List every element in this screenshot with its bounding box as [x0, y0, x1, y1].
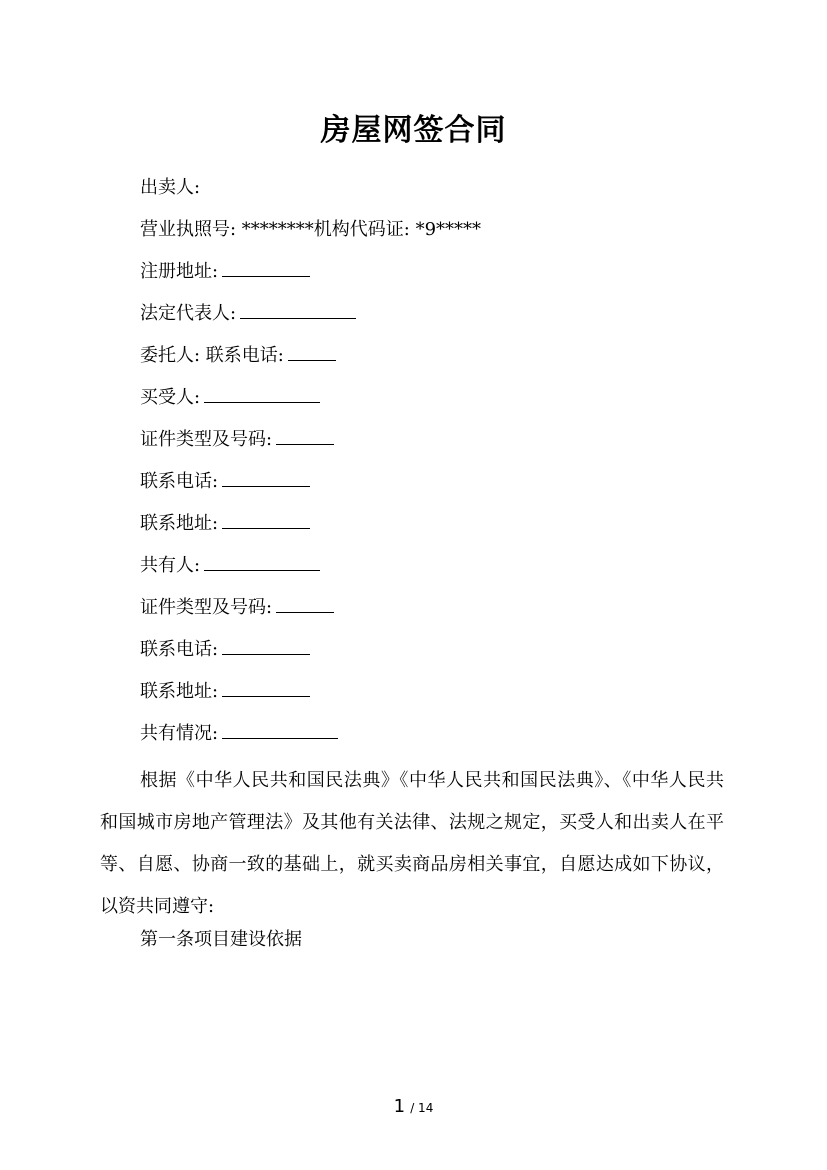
field-phone-1: [140, 470, 310, 494]
field-label: 法定代表人:: [140, 303, 237, 324]
field-label: 联系地址:: [140, 681, 219, 702]
field-label: 联系地址:: [140, 513, 219, 534]
clause-heading: 第一条项目建设依据: [140, 929, 302, 950]
field-reg-address: [140, 260, 310, 284]
field-label: 委托人: 联系电话:: [140, 345, 284, 366]
fill-in-blank[interactable]: [222, 680, 310, 697]
fill-in-blank[interactable]: [204, 554, 320, 571]
field-buyer: [140, 386, 320, 410]
page-footer: [0, 1096, 827, 1117]
fill-in-blank[interactable]: [276, 428, 334, 445]
document-title: 房屋网签合同: [320, 113, 507, 148]
field-agent-phone: [140, 344, 336, 368]
field-license: [140, 218, 481, 242]
field-phone-2: [140, 638, 310, 662]
fill-in-blank[interactable]: [222, 722, 338, 739]
field-seller: [140, 176, 200, 200]
field-label: 买受人:: [140, 387, 201, 408]
page-total: / 14: [410, 1101, 434, 1115]
fill-in-blank[interactable]: [204, 386, 320, 403]
field-label: 注册地址:: [140, 261, 219, 282]
field-address-1: [140, 512, 310, 536]
field-label: 共有人:: [140, 555, 201, 576]
field-co-owner: [140, 554, 320, 578]
field-label: 证件类型及号码:: [140, 597, 273, 618]
field-co-owner-status: [140, 722, 338, 746]
fill-in-blank[interactable]: [222, 260, 310, 277]
page-number: 1: [393, 1096, 406, 1117]
field-id-type-1: [140, 428, 334, 452]
field-label: 共有情况:: [140, 723, 219, 744]
fill-in-blank[interactable]: [240, 302, 356, 319]
fill-in-blank[interactable]: [288, 344, 336, 361]
preamble-paragraph: 根据《中华人民共和国民法典》《中华人民共和国民法典》、《中华人民共和国城市房地产管理法》及其他有关法律、法规之规定，买受人和出卖人在平等、自愿、协商一致的基础上，就买卖商品房相关事宜，自愿达成如下协议，以资共同遵守:: [100, 770, 724, 917]
fill-in-blank[interactable]: [276, 596, 334, 613]
field-legal-rep: [140, 302, 356, 326]
fill-in-blank[interactable]: [222, 512, 310, 529]
field-label: 联系电话:: [140, 639, 219, 660]
field-label: 证件类型及号码:: [140, 429, 273, 450]
field-id-type-2: [140, 596, 334, 620]
field-label: 联系电话:: [140, 471, 219, 492]
field-label: 营业执照号: ********机构代码证: *9*****: [140, 219, 482, 240]
field-address-2: [140, 680, 310, 704]
fill-in-blank[interactable]: [222, 638, 310, 655]
fill-in-blank[interactable]: [222, 470, 310, 487]
field-label: 出卖人:: [140, 177, 201, 198]
